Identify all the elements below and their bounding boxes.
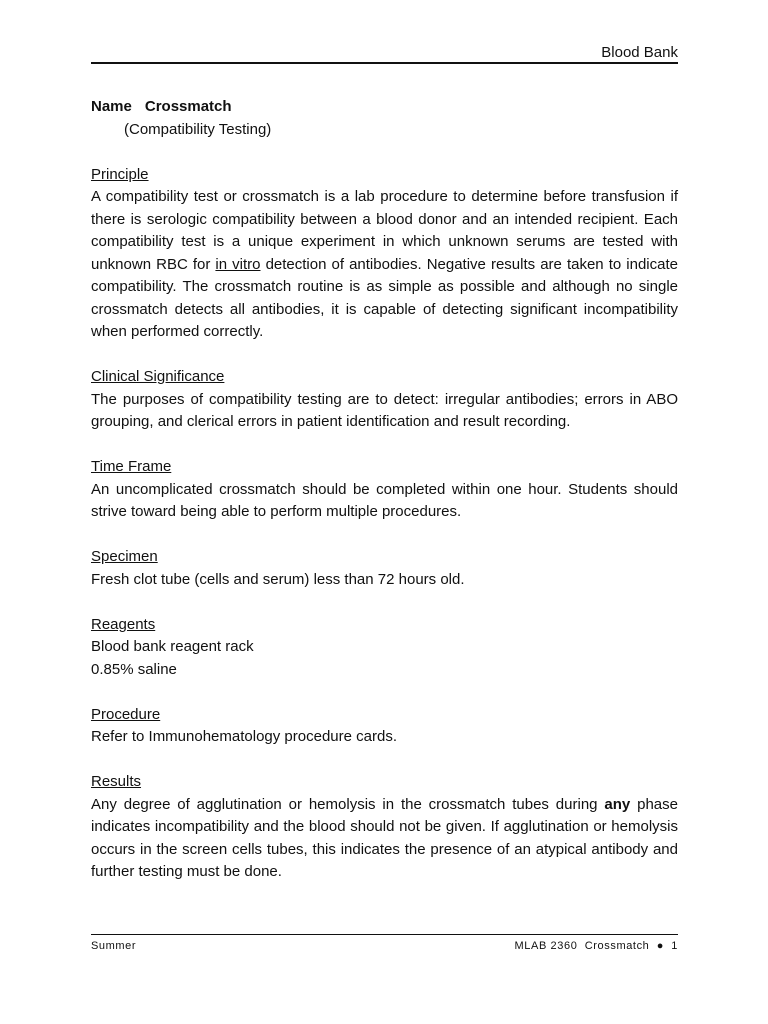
title-name: Crossmatch	[144, 98, 232, 115]
time-frame-heading: Time Frame	[91, 458, 172, 475]
principle-text: A compatibility test or crossmatch is a lab procedure to determine before transfusion if there is serologic compatibility between a blood donor and an intended recipient. Each compatibility test is a unique experiment in which unknown serums are tested with unknown RBC for in vitro detection of antibodies. Negative results are taken to indicate compatibility. The crossmatch routine is as simple as possible and although no single crossmatch detects all antibodies, it is capable of detecting significant incompatibility when performed correctly.	[91, 188, 678, 340]
section-procedure	[91, 704, 678, 749]
clinical-text: The purposes of compatibility testing are to detect: irregular antibodies; errors in ABO grouping, and clerical errors in patient identification and result recording.	[91, 390, 678, 430]
section-time-frame	[91, 456, 678, 524]
time-frame-text: An uncomplicated crossmatch should be completed within one hour. Students should strive toward being able to perform multiple procedures.	[91, 480, 678, 520]
results-heading: Results	[91, 773, 142, 790]
page-footer	[91, 934, 678, 952]
procedure-text: Refer to Immunohematology procedure cards.	[91, 728, 397, 745]
section-clinical-significance	[91, 366, 678, 434]
title-label: Name	[91, 98, 132, 115]
reagents-heading: Reagents	[91, 615, 156, 633]
title-line	[91, 96, 678, 119]
title-subtitle: (Compatibility Testing)	[124, 120, 272, 138]
procedure-heading: Procedure	[91, 705, 161, 723]
results-text: Any degree of agglutination or hemolysis in the crossmatch tubes during any phase indicates incompatibility and the blood should not be given. If agglutination or hemolysis occurs in the screen cells tubes, this indicates the presence of an atypical antibody and further testing must be done.	[91, 795, 678, 880]
section-principle	[91, 164, 678, 344]
reagent-item: 0.85% saline	[91, 660, 177, 678]
specimen-heading: Specimen	[91, 548, 158, 565]
footer-right: MLAB 2360 Crossmatch ● 1	[514, 940, 678, 952]
reagent-item: Blood bank reagent rack	[91, 638, 254, 655]
specimen-text: Fresh clot tube (cells and serum) less than 72 hours old.	[91, 570, 465, 588]
in-vitro-term: in vitro	[215, 255, 261, 273]
clinical-heading: Clinical Significance	[91, 368, 225, 385]
section-specimen	[91, 546, 678, 591]
results-emphasis: any	[604, 795, 631, 813]
section-results	[91, 771, 678, 884]
footer-left: Summer	[91, 940, 137, 952]
principle-heading: Principle	[91, 165, 149, 183]
header-title: Blood Bank	[601, 44, 678, 61]
page-header	[91, 44, 678, 64]
document-content	[91, 96, 678, 884]
section-reagents	[91, 614, 678, 682]
